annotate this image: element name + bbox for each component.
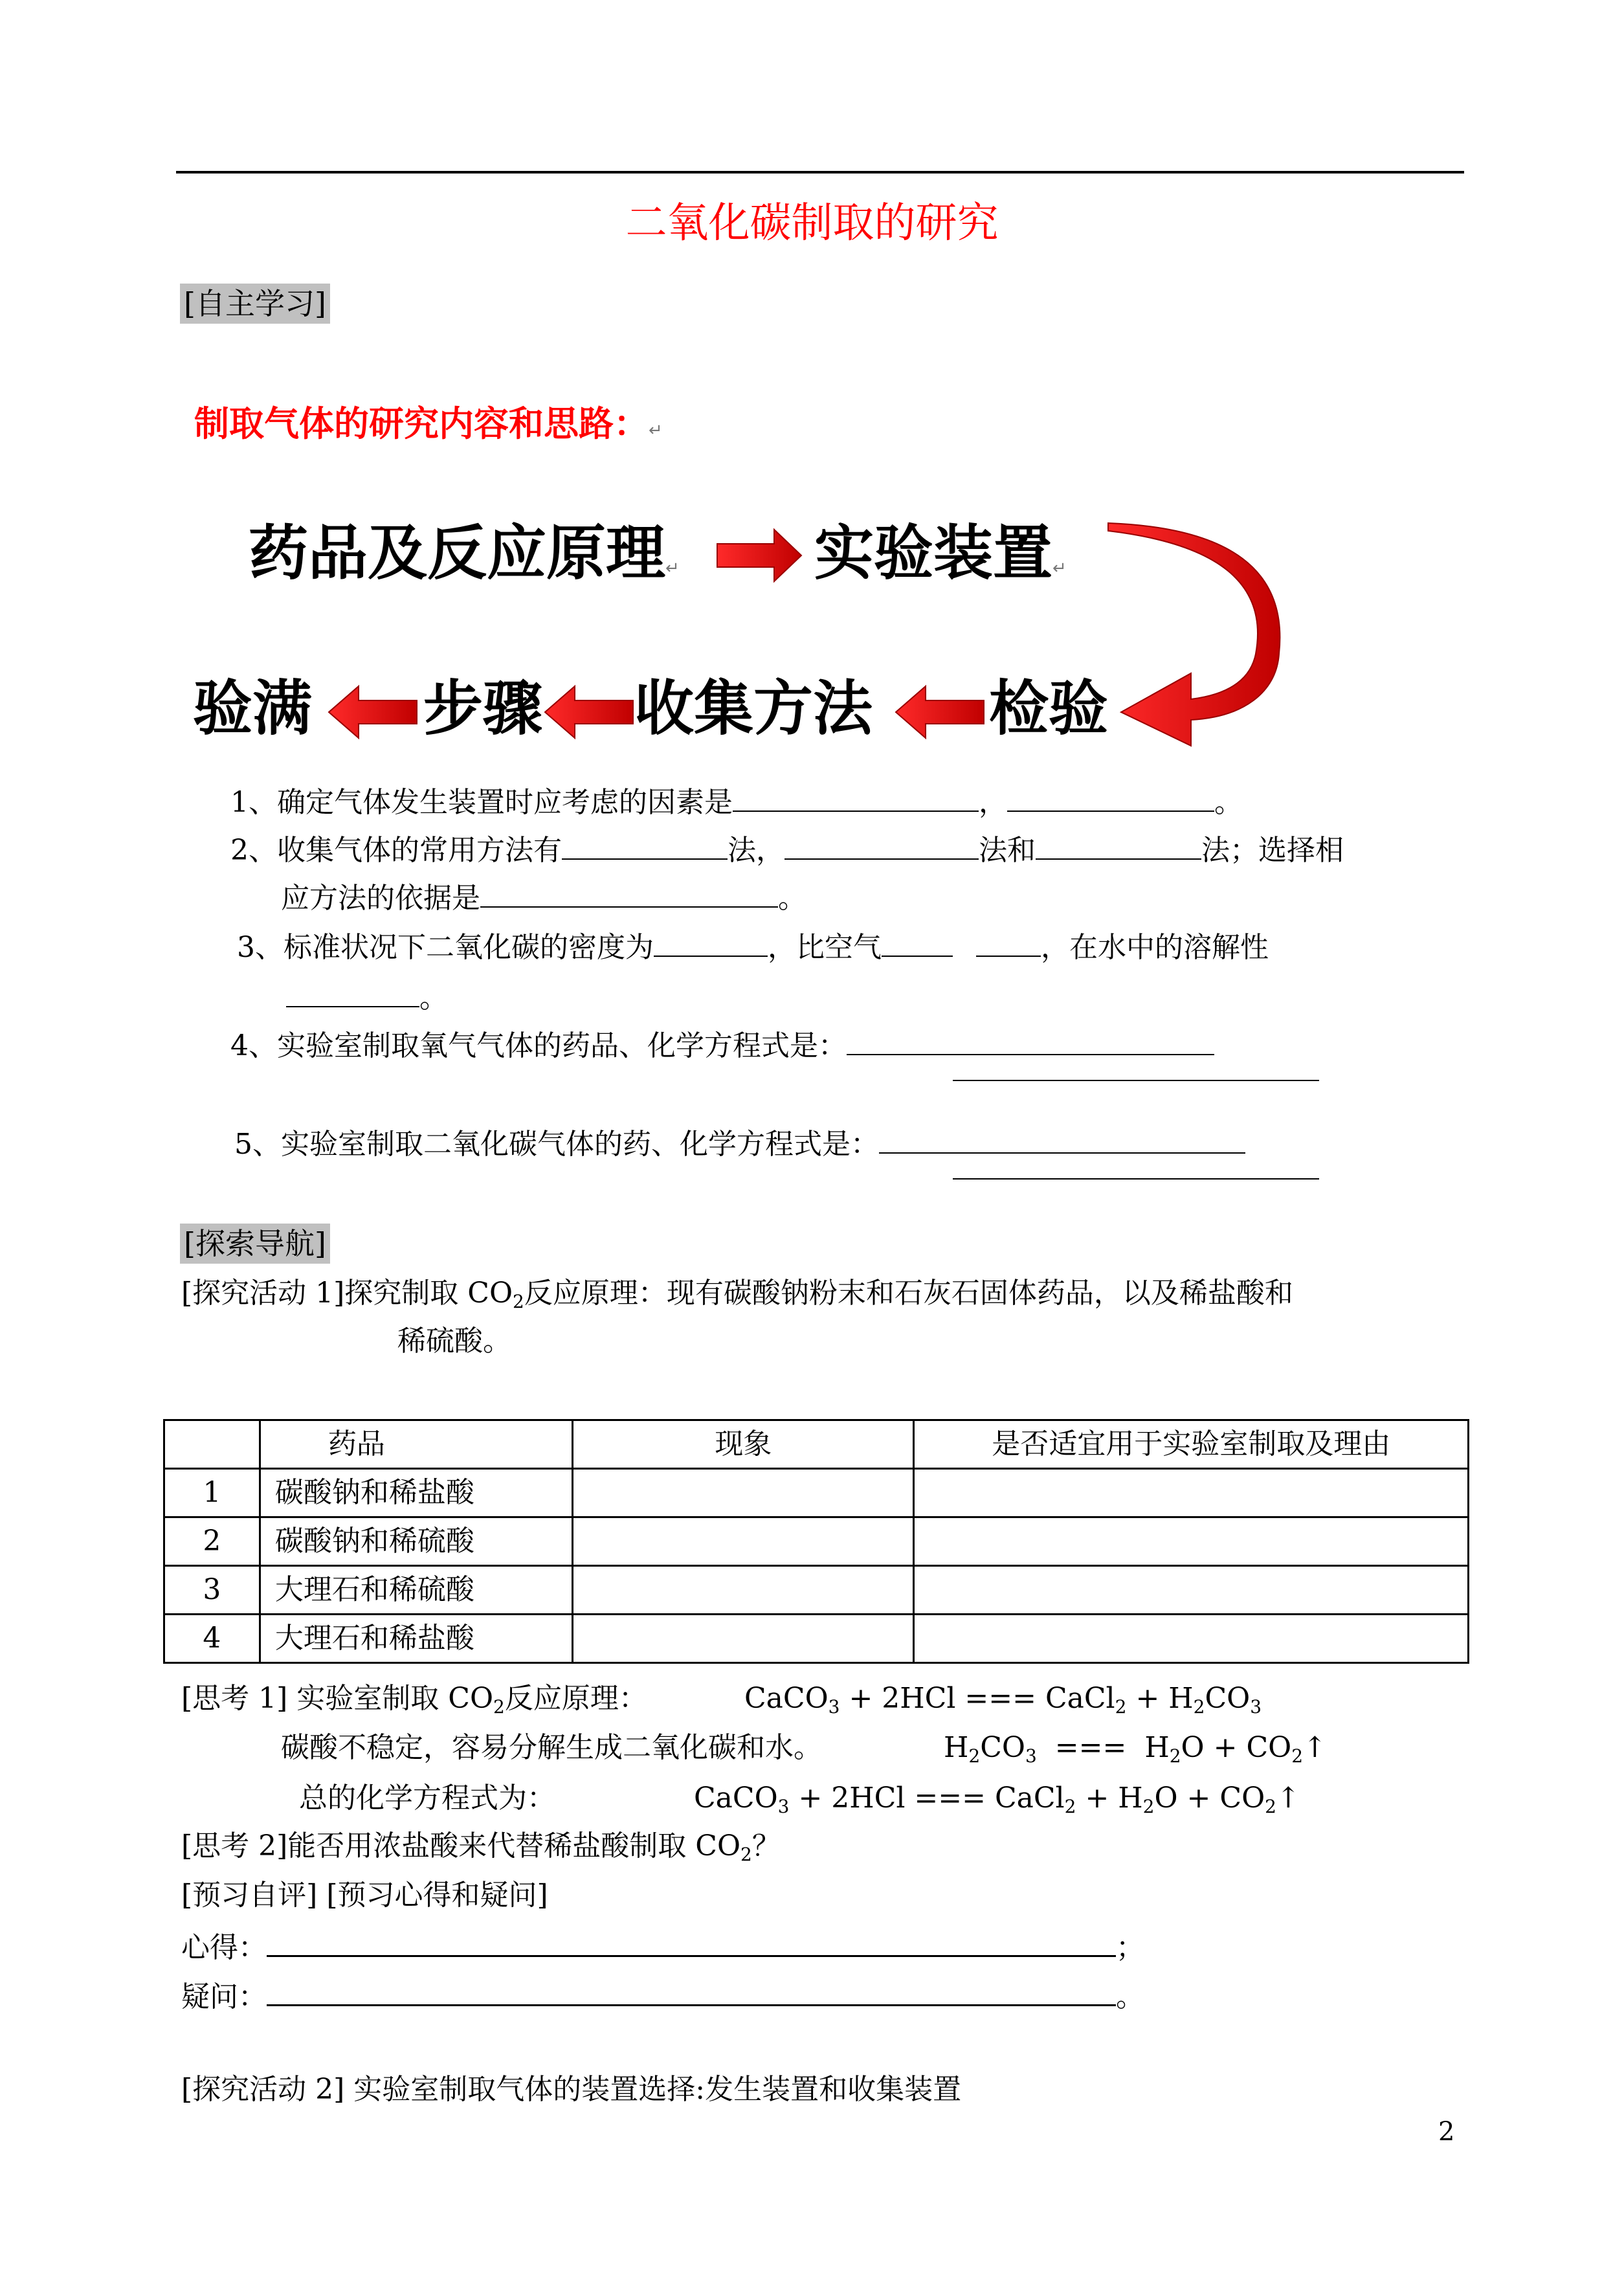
table-header-cell: [164, 1420, 260, 1469]
row-number: 3: [164, 1566, 260, 1615]
think-1-line: [思考 1] 实验室制取 $CO_2$反应原理：: [181, 1682, 647, 1717]
row-reason[interactable]: [914, 1566, 1469, 1615]
blank-line[interactable]: [953, 1178, 1319, 1180]
return-mark: ↵: [649, 421, 663, 440]
table-row: [164, 1517, 1469, 1566]
question-2: 2、收集气体的常用方法有 法， 法和 法；选择相: [230, 830, 1344, 869]
flow-step-procedure: 步骤: [423, 674, 543, 743]
table-row: [164, 1566, 1469, 1615]
curved-arrow-icon: [1108, 523, 1280, 746]
row-phenomenon[interactable]: [573, 1566, 914, 1615]
equation-3: CaCO$_3$ + 2HCl === CaCl$_2$ + $H_2O$ + $CO_2↑$: [694, 1782, 1300, 1817]
think-1-line3: 总的化学方程式为：: [299, 1782, 555, 1815]
question-5: 5、实验室制取二氧化碳气体的药、化学方程式是：: [234, 1124, 1245, 1163]
row-number: 1: [164, 1469, 260, 1517]
activity-2-line: [探究活动 2] 实验室制取气体的装置选择:发生装置和收集装置: [181, 2073, 962, 2106]
blank-line[interactable]: [953, 1080, 1319, 1081]
row-drug: 碳酸钠和稀盐酸: [260, 1469, 572, 1517]
blank[interactable]: [882, 927, 953, 957]
row-phenomenon[interactable]: [573, 1517, 914, 1566]
question-3-cont: 。: [286, 978, 448, 1016]
section-explore-nav: [探索导航]: [180, 1224, 330, 1264]
blank[interactable]: [784, 830, 979, 860]
page-title: 二氧化碳制取的研究: [625, 199, 999, 247]
up-arrow-icon: ↑: [1303, 1731, 1327, 1764]
row-drug: 大理石和稀盐酸: [260, 1615, 572, 1663]
question-line: 疑问： 。: [181, 1976, 1144, 2015]
page-number: 2: [1438, 2117, 1455, 2147]
gain-line: 心得： ；: [181, 1927, 1144, 1966]
table-row: [164, 1615, 1469, 1663]
table-header-cell: 是否适宜用于实验室制取及理由: [914, 1420, 1469, 1469]
row-reason[interactable]: [914, 1615, 1469, 1663]
activity-1-line2: 稀硫酸。: [397, 1325, 511, 1358]
row-phenomenon[interactable]: [573, 1615, 914, 1663]
blank[interactable]: [976, 927, 1041, 957]
flow-arrows: [0, 0, 1624, 777]
flow-step-full-check: 验满: [193, 674, 313, 743]
blank[interactable]: [1036, 830, 1201, 860]
equation-1: CaCO$_3$ + 2HCl === CaCl$_2$ + $H_2CO_3$: [744, 1682, 1262, 1717]
flow-step-reagents: 药品及反应原理↵: [249, 519, 680, 588]
section-self-study: [自主学习]: [180, 284, 330, 324]
question-4: 4、实验室制取氧气气体的药品、化学方程式是：: [230, 1025, 1214, 1064]
blank[interactable]: [879, 1124, 1245, 1154]
table-header-cell: 药品: [260, 1420, 572, 1469]
blank[interactable]: [286, 978, 419, 1007]
row-reason[interactable]: [914, 1517, 1469, 1566]
arrow-right-icon: [717, 530, 801, 581]
up-arrow-icon: ↑: [1276, 1782, 1300, 1815]
row-phenomenon[interactable]: [573, 1469, 914, 1517]
blank[interactable]: [562, 830, 728, 860]
table-header-cell: 现象: [573, 1420, 914, 1469]
row-number: 4: [164, 1615, 260, 1663]
arrow-left-icon: [329, 686, 417, 738]
activity-1-line: [探究活动 1]探究制取 $CO_2$反应原理：现有碳酸钠粉末和石灰石固体药品，以及稀盐酸和: [181, 1277, 1293, 1312]
experiment-table: [163, 1419, 1469, 1664]
think-1-line2: 碳酸不稳定，容易分解生成二氧化碳和水。: [281, 1731, 822, 1764]
blank[interactable]: [1007, 782, 1214, 812]
table-row: [164, 1469, 1469, 1517]
gain-input-line[interactable]: [267, 1927, 1116, 1957]
blank[interactable]: [654, 927, 768, 957]
equation-2: $H_2CO_3$ === $H_2O$ + $CO_2↑$: [944, 1731, 1327, 1767]
question-2-cont: 应方法的依据是 。: [281, 878, 806, 917]
blank[interactable]: [480, 878, 778, 908]
preview-title: [预习自评] [预习心得和疑问]: [181, 1879, 548, 1912]
question-input-line[interactable]: [267, 1976, 1116, 2006]
row-drug: 碳酸钠和稀硫酸: [260, 1517, 572, 1566]
table-header-row: [164, 1420, 1469, 1469]
think-2-line: [思考 2]能否用浓盐酸来代替稀盐酸制取 $CO_2$？: [181, 1829, 781, 1865]
arrow-left-icon: [896, 686, 984, 738]
row-reason[interactable]: [914, 1469, 1469, 1517]
flow-step-apparatus: 实验装置↵: [814, 519, 1067, 588]
blank[interactable]: [847, 1025, 1214, 1055]
question-1: 1、确定气体发生装置时应考虑的因素是 ， 。: [230, 782, 1243, 821]
arrow-left-icon: [545, 686, 633, 738]
blank[interactable]: [733, 782, 979, 812]
flow-step-collection: 收集方法: [634, 674, 873, 743]
question-3: 3、标准状况下二氧化碳的密度为 ，比空气 ，在水中的溶解性: [237, 927, 1269, 966]
row-number: 2: [164, 1517, 260, 1566]
row-drug: 大理石和稀硫酸: [260, 1566, 572, 1615]
research-heading: 制取气体的研究内容和思路：↵: [194, 403, 663, 444]
flow-step-test: 检验: [989, 674, 1109, 743]
